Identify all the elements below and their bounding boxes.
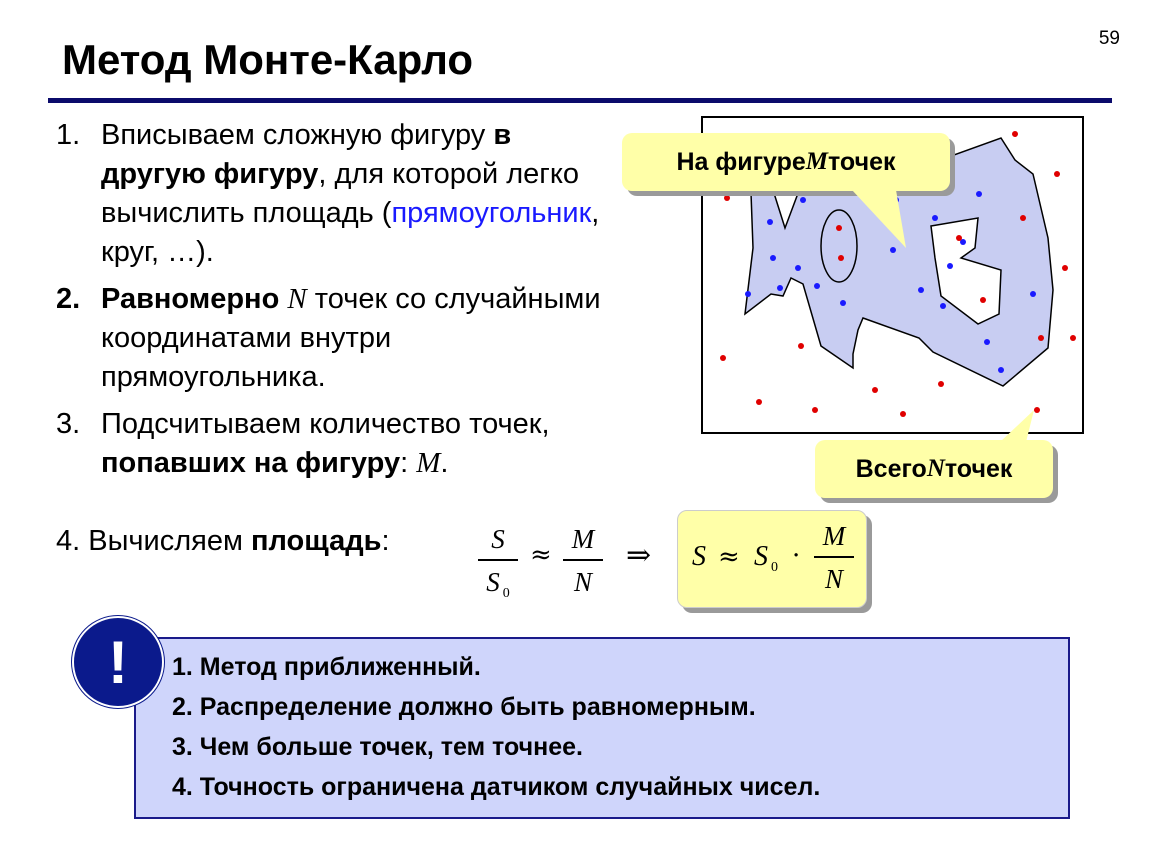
callout-top-math: M bbox=[805, 148, 829, 175]
outside-point bbox=[1062, 265, 1068, 271]
callout-points-on-shape bbox=[622, 133, 950, 191]
step-2-number: 2. bbox=[56, 283, 81, 315]
inside-point bbox=[795, 265, 801, 271]
fraction-bar bbox=[814, 556, 854, 558]
result-dot: · bbox=[792, 541, 801, 571]
step-3-text-c: . bbox=[440, 447, 449, 479]
rectangle-link[interactable]: прямоугольник bbox=[391, 197, 592, 229]
outside-point bbox=[720, 355, 726, 361]
step-3-text-b: : bbox=[400, 447, 417, 479]
inside-point bbox=[770, 255, 776, 261]
outside-point bbox=[872, 387, 878, 393]
fraction-s0-den bbox=[486, 567, 510, 602]
title-rule bbox=[48, 98, 1112, 103]
outside-point bbox=[900, 411, 906, 417]
outside-point bbox=[1038, 335, 1044, 341]
fraction-s-over-s0 bbox=[478, 524, 518, 602]
step-1-bold: в другую фигуру bbox=[101, 119, 512, 190]
result-approx: ≈ bbox=[718, 542, 740, 572]
outside-point bbox=[938, 381, 944, 387]
result-s0-letter: S bbox=[754, 541, 768, 572]
inside-point bbox=[777, 285, 783, 291]
inside-point bbox=[984, 339, 990, 345]
result-n: N bbox=[824, 563, 843, 594]
step-1-text-a: Вписываем сложную фигуру bbox=[101, 119, 494, 151]
step-3-math-m: M bbox=[416, 447, 441, 479]
outside-point bbox=[1020, 215, 1026, 221]
outside-point bbox=[956, 235, 962, 241]
inside-point bbox=[976, 191, 982, 197]
step-4-bold: площадь bbox=[251, 525, 382, 557]
note-item: 4. Точность ограничена датчиком случайных чисел. bbox=[172, 773, 821, 801]
inside-point bbox=[1030, 291, 1036, 297]
fraction-m-num: M bbox=[571, 524, 595, 554]
outside-point bbox=[812, 407, 818, 413]
inside-point bbox=[998, 367, 1004, 373]
fraction-s-num: S bbox=[491, 524, 505, 554]
inside-point bbox=[767, 219, 773, 225]
inside-point bbox=[745, 291, 751, 297]
fraction-n-den: N bbox=[573, 566, 592, 597]
note-item: 3. Чем больше точек, тем точнее. bbox=[172, 733, 583, 761]
step-1 bbox=[56, 116, 616, 272]
step-2 bbox=[56, 280, 616, 397]
step-3 bbox=[56, 405, 616, 483]
callout-bottom-pre: Всего bbox=[855, 454, 927, 483]
fraction-bar bbox=[563, 559, 603, 561]
notes-list bbox=[172, 647, 820, 807]
step-3-number: 3. bbox=[56, 408, 81, 440]
result-s0-subscript: 0 bbox=[771, 560, 778, 575]
inside-point bbox=[918, 287, 924, 293]
step-4 bbox=[56, 522, 390, 561]
s0-subscript: 0 bbox=[502, 585, 510, 601]
inside-point bbox=[814, 283, 820, 289]
result-s: S bbox=[692, 541, 706, 572]
s0-letter: S bbox=[486, 566, 500, 597]
callout-bottom-post: точек bbox=[944, 454, 1013, 483]
result-formula-box bbox=[677, 510, 867, 608]
callout-top-pre: На фигуре bbox=[676, 147, 806, 176]
steps-list bbox=[56, 116, 616, 491]
outside-point bbox=[756, 399, 762, 405]
outside-point bbox=[798, 343, 804, 349]
step-2-bold: Равномерно bbox=[101, 283, 288, 315]
callout-total-points bbox=[815, 440, 1053, 498]
result-fraction bbox=[814, 521, 854, 595]
callout-top-post: точек bbox=[828, 147, 896, 176]
outside-point bbox=[1054, 171, 1060, 177]
step-4-colon: : bbox=[381, 525, 390, 557]
step-2-math-n: N bbox=[287, 283, 307, 315]
inside-point bbox=[932, 215, 938, 221]
callout-bottom-pointer bbox=[980, 408, 1040, 448]
note-item: 1. Метод приближенный. bbox=[172, 653, 481, 681]
fraction-m-over-n bbox=[563, 524, 603, 598]
outside-point bbox=[1070, 335, 1076, 341]
step-1-number: 1. bbox=[56, 119, 81, 151]
inside-point bbox=[840, 300, 846, 306]
result-m: M bbox=[822, 521, 846, 551]
page-title: Метод Монте-Карло bbox=[62, 36, 474, 83]
step-2-text: точек со случайными координатами внутри прямоугольника. bbox=[101, 283, 601, 393]
outside-point bbox=[980, 297, 986, 303]
step-1-text-c: , круг, …). bbox=[101, 197, 600, 268]
callout-top-pointer bbox=[840, 186, 920, 256]
inside-point bbox=[800, 197, 806, 203]
step-1-text-b: , для которой легко вычислить площадь ( bbox=[101, 158, 579, 229]
slide-number: 59 bbox=[1098, 28, 1120, 49]
outside-point bbox=[1012, 131, 1018, 137]
result-s0 bbox=[754, 541, 778, 576]
step-3-text-a: Подсчитываем количество точек, bbox=[101, 408, 550, 440]
fraction-bar bbox=[478, 559, 518, 561]
implies-arrow: ⇒ bbox=[626, 538, 652, 573]
inside-point bbox=[940, 303, 946, 309]
exclamation-icon: ! bbox=[72, 616, 164, 708]
callout-bottom-math: N bbox=[926, 455, 945, 482]
step-4-text: 4. Вычисляем bbox=[56, 525, 251, 557]
note-item: 2. Распределение должно быть равномерным. bbox=[172, 693, 756, 721]
step-3-bold: попавших на фигуру bbox=[101, 447, 401, 479]
approx-sign: ≈ bbox=[530, 540, 552, 570]
outside-point bbox=[724, 195, 730, 201]
inside-point bbox=[947, 263, 953, 269]
